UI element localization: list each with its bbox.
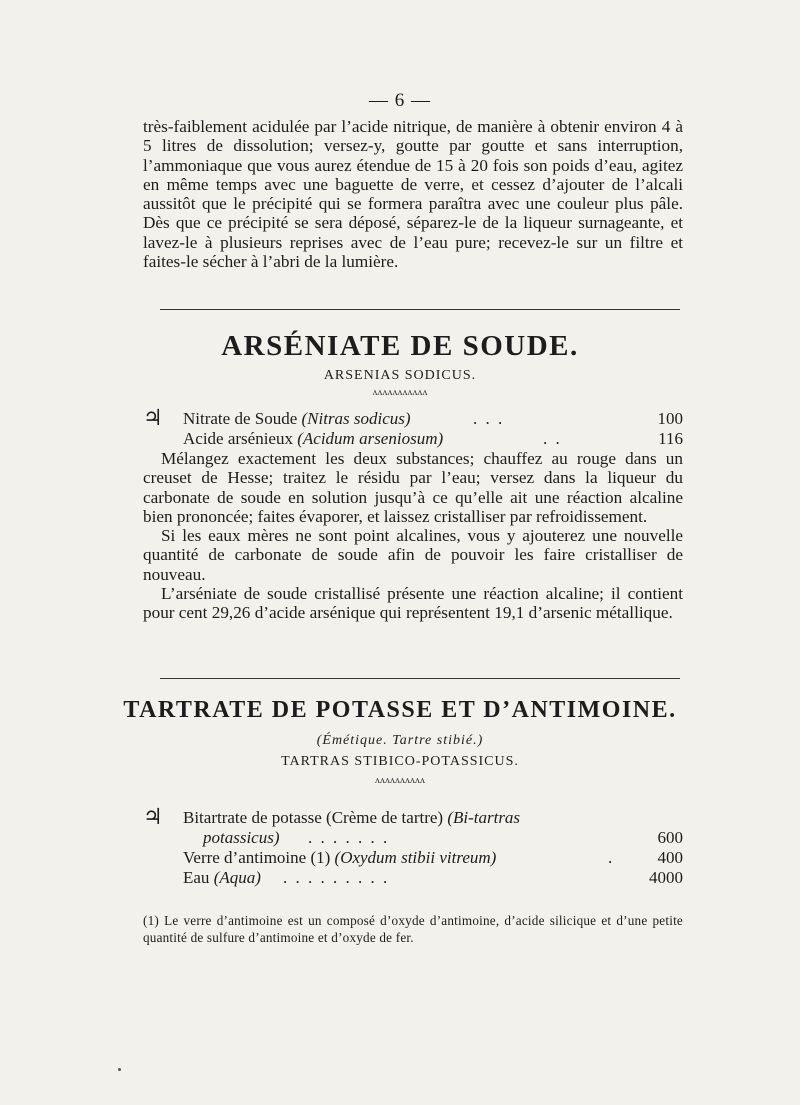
print-speck — [118, 1068, 121, 1071]
paragraph: L’arséniate de soude cristallisé présente une réaction alcaline; il contient pour cent 29,26 d’acide arsénique qui représentent 19,1 d’arsenic métallique. — [143, 584, 683, 623]
section-divider — [160, 678, 680, 679]
ingredient-amount: 600 — [657, 828, 683, 847]
ingredient-name: Nitrate de Soude (Nitras sodicus) — [183, 409, 411, 428]
leader-dots: . — [608, 848, 615, 867]
recipe-icon: ♃ — [143, 406, 163, 431]
ingredient-name: Eau (Aqua) — [183, 868, 261, 887]
section-title-arseniate: ARSÉNIATE DE SOUDE. — [221, 330, 579, 362]
latin-name-tartrate: TARTRAS STIBICO-POTASSICUS. — [281, 754, 519, 769]
ingredient-amount: 4000 — [649, 868, 683, 887]
intro-text: très-faiblement acidulée par l’acide nitrique, de manière à obtenir environ 4 à 5 litres de dissolution; versez-y, goutte par goutte et sans interruption, l’ammoniaque que vous aurez étendue de 15 à 20 fois son poids d’eau, agitez en même temps avec une baguette de verre, et cessez d’ajouter de l’alcali aussitôt que le précipité qui se formera paraîtra avec une couleur plus pâle. Dès que ce précipité se sera déposé, séparez-le de la liqueur surnageante, et lavez-le à plusieurs reprises avec de l’eau pure; recevez-le sur un filtre et faites-le sécher à l’abri de la lumière. — [143, 117, 683, 272]
ingredient-amount: 400 — [657, 848, 683, 867]
ingredient-name: Acide arsénieux (Acidum arseniosum) — [183, 429, 444, 448]
latin-name-arseniate: ARSENIAS SODICUS. — [323, 368, 477, 383]
ingredient-amount: 100 — [657, 409, 683, 428]
ingredient-name: Bitartrate de potasse (Crème de tartre) (Bi-tartras — [183, 808, 521, 827]
section-title-tartrate: TARTRATE DE POTASSE ET D’ANTIMOINE. — [123, 697, 677, 723]
leader-dots: . . . . . . . — [308, 828, 390, 847]
ingredient-amount: 116 — [658, 429, 683, 448]
ornament: ʌʌʌʌʌʌʌʌʌʌ — [375, 775, 425, 786]
ingredient-row — [183, 868, 683, 888]
ingredient-row — [183, 409, 683, 429]
paragraph: Mélangez exactement les deux substances; chauffez au rouge dans un creuset de Hesse; traitez le résidu par l’eau; versez dans la liqueur du carbonate de soude en solution jusqu’à ce qu’elle ait une réaction alcaline bien prononcée; faites évaporer, et laissez cristalliser par refroidissement. — [143, 449, 683, 526]
intro-paragraph — [143, 117, 683, 271]
section-divider — [160, 309, 680, 310]
ingredient-name: Verre d’antimoine (1) (Oxydum stibii vitreum) — [183, 848, 497, 867]
leader-dots: . . — [543, 429, 562, 448]
paragraph: Si les eaux mères ne sont point alcalines, vous y ajouterez une nouvelle quantité de carbonate de soude afin de pouvoir les faire cristalliser de nouveau. — [143, 526, 683, 584]
preparation-text — [143, 449, 683, 623]
ingredient-name: potassicus) — [203, 828, 280, 847]
recipe-icon: ♃ — [143, 805, 163, 830]
page-number: — 6 — — [369, 90, 431, 111]
ornament: ʌʌʌʌʌʌʌʌʌʌʌ — [372, 387, 428, 398]
leader-dots: . . . — [473, 409, 505, 428]
ingredient-row — [183, 808, 683, 828]
synonyms: (Émétique. Tartre stibié.) — [316, 733, 484, 748]
footnote: (1) Le verre d’antimoine est un composé d’oxyde d’antimoine, d’acide silicique et d’une petite quantité de sulfure d’antimoine et d’oxyde de fer. — [143, 913, 683, 945]
ingredient-row — [183, 429, 683, 449]
ingredient-row — [183, 848, 683, 868]
leader-dots: . . . . . . . . . — [283, 868, 390, 887]
ingredient-row — [203, 828, 683, 848]
